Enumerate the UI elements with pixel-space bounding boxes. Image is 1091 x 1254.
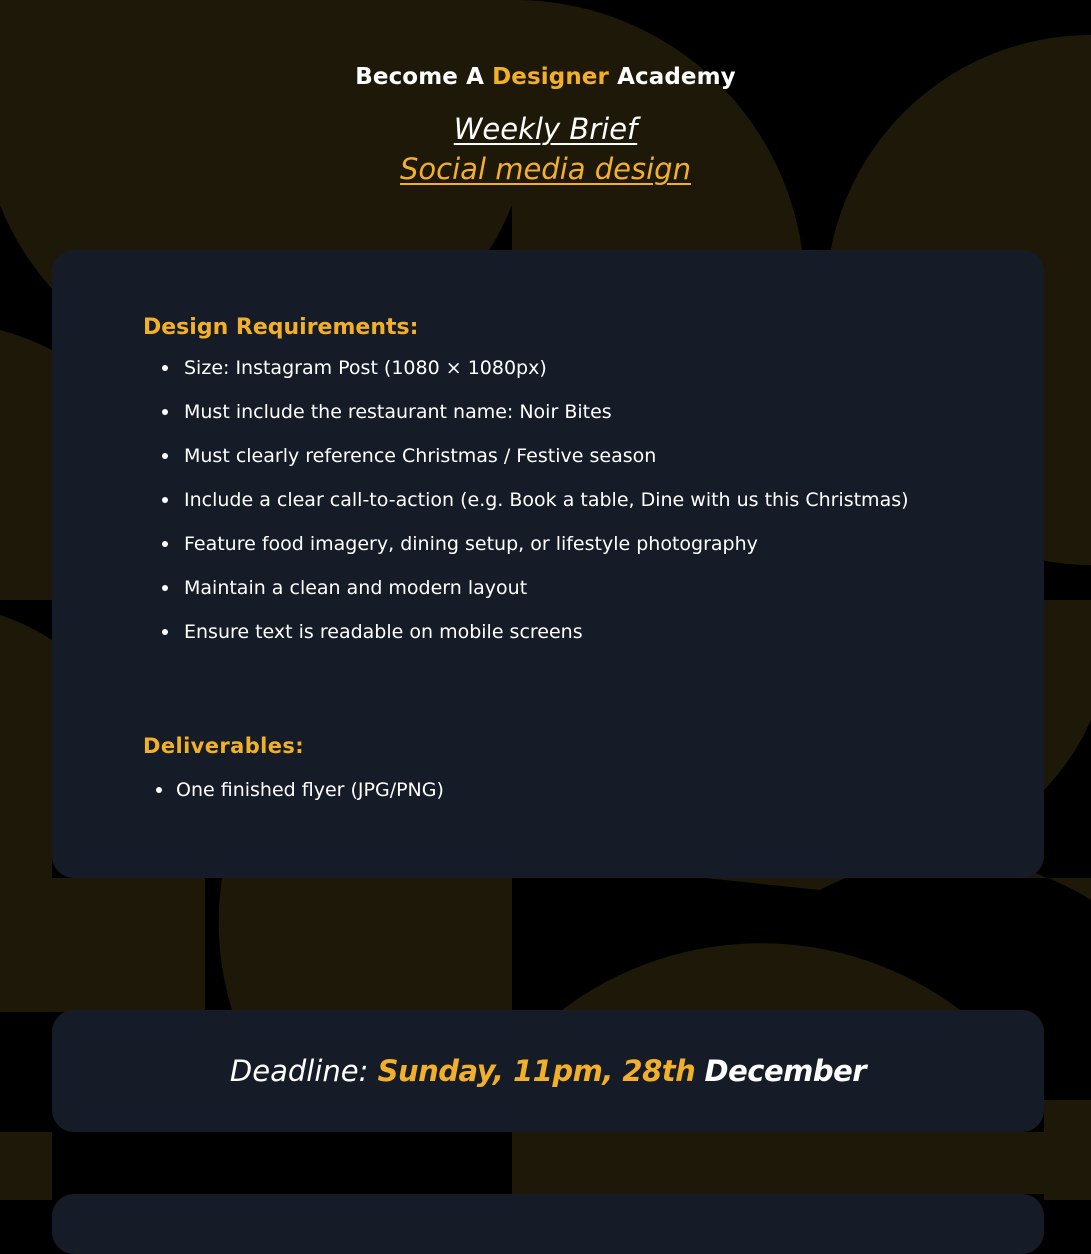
deadline-date: Sunday, 11pm, 28th [377, 1054, 696, 1088]
requirement-text: Feature food imagery, dining setup, or lifestyle photography [184, 533, 758, 555]
requirement-text: Must include the restaurant name: Noir Bites [184, 401, 612, 423]
bullet-icon [162, 629, 168, 635]
deadline-label: Deadline: [229, 1054, 369, 1088]
requirements-heading: Design Requirements: [143, 315, 419, 340]
requirement-item [162, 390, 1022, 434]
requirement-item [162, 346, 1022, 390]
deadline-card [52, 1010, 1044, 1132]
brand-title [0, 60, 1091, 94]
brand-prefix: Become A [355, 64, 484, 90]
bullet-icon [162, 365, 168, 371]
deliverable-text: One finished flyer (JPG/PNG) [176, 779, 444, 801]
bullet-icon [162, 453, 168, 459]
brief-card [52, 250, 1044, 878]
deliverable-item [156, 768, 756, 812]
deliverables-heading: Deliverables: [143, 734, 305, 758]
next-card-edge [52, 1194, 1044, 1254]
bullet-icon [162, 585, 168, 591]
requirements-list [162, 346, 1022, 654]
bullet-icon [162, 497, 168, 503]
brand-suffix: Academy [617, 64, 736, 90]
deadline-text [52, 1050, 1044, 1092]
requirement-item [162, 434, 1022, 478]
deliverables-list [156, 768, 756, 812]
requirement-item [162, 566, 1022, 610]
brand-accent: Designer [492, 64, 609, 90]
bullet-icon [156, 787, 162, 793]
requirement-text: Ensure text is readable on mobile screens [184, 621, 583, 643]
requirement-text: Include a clear call-to-action (e.g. Book a table, Dine with us this Christmas) [184, 489, 909, 511]
brief-title: Weekly Brief [453, 112, 638, 146]
requirement-text: Size: Instagram Post (1080 × 1080px) [184, 357, 547, 379]
brief-subtitle: Social media design [400, 152, 691, 186]
deadline-month: December [704, 1054, 867, 1088]
requirement-text: Maintain a clean and modern layout [184, 577, 528, 599]
requirement-text: Must clearly reference Christmas / Festive season [184, 445, 657, 467]
bullet-icon [162, 541, 168, 547]
bullet-icon [162, 409, 168, 415]
requirement-item [162, 522, 1022, 566]
requirement-item [162, 478, 1022, 522]
requirement-item [162, 610, 1022, 654]
